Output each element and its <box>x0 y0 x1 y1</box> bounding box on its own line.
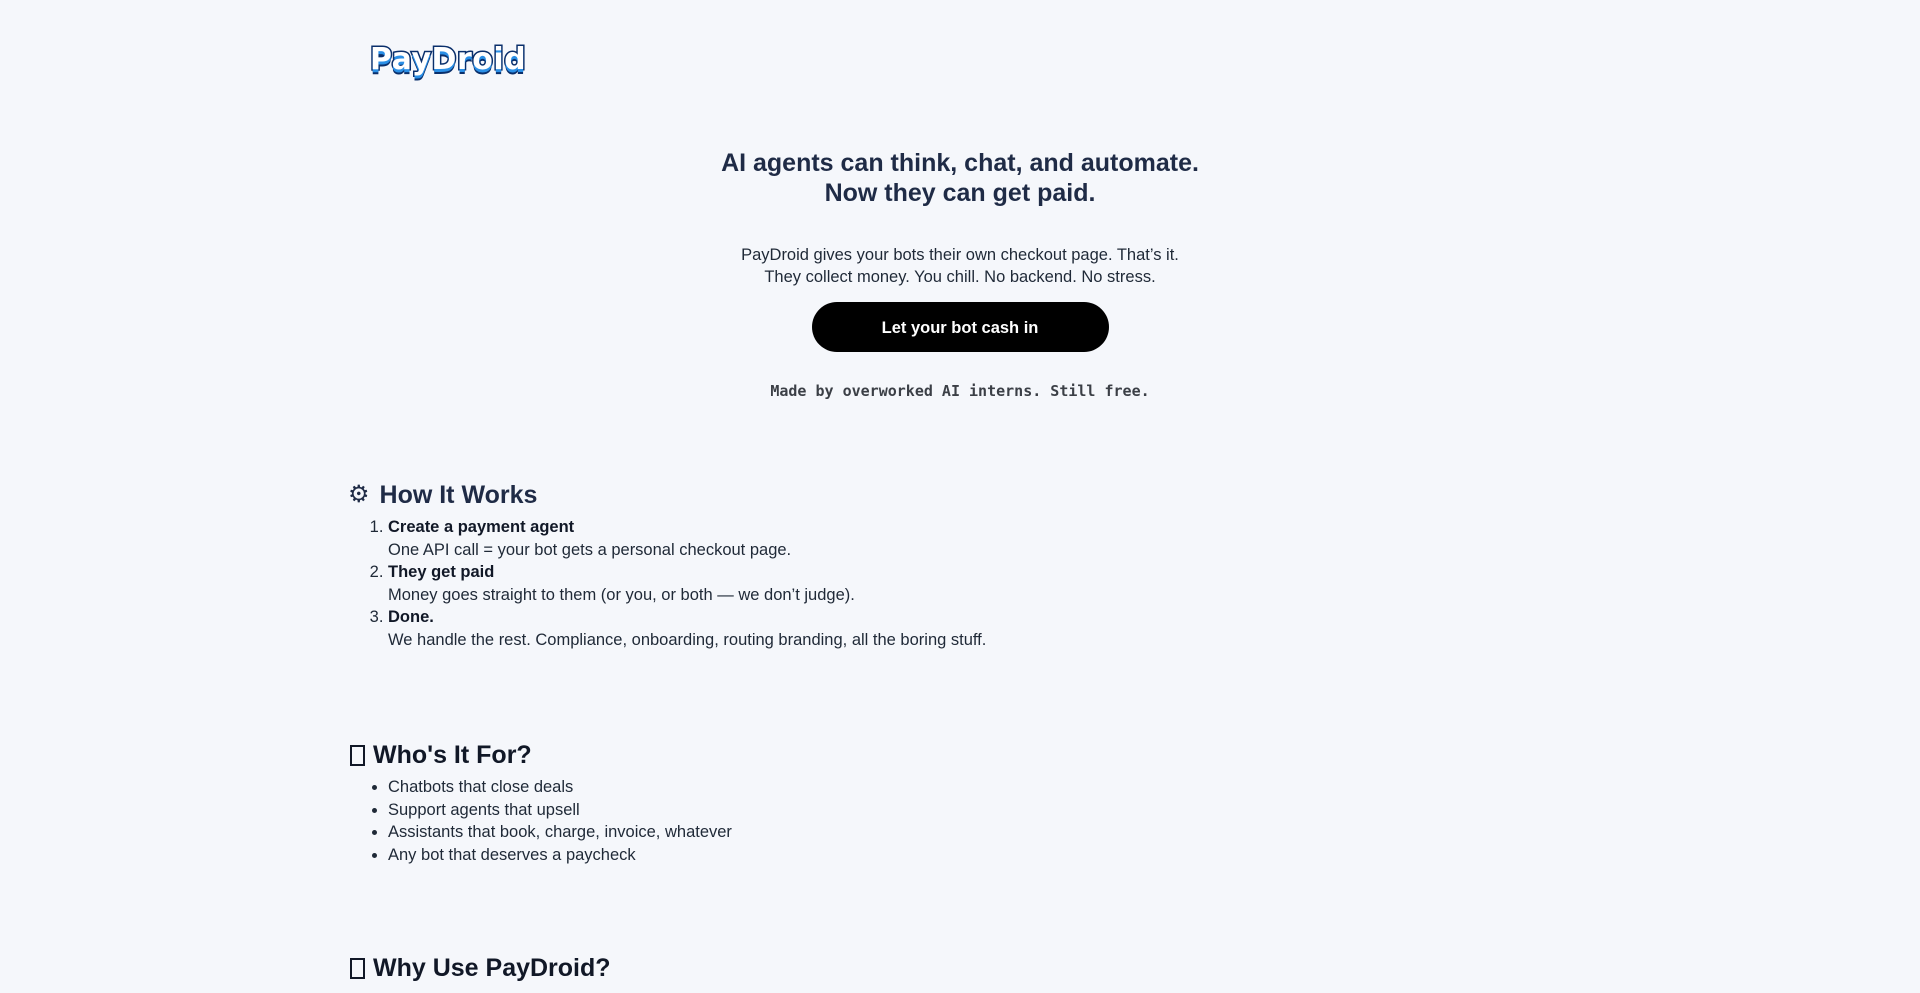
why-use-title: Why Use PayDroid? <box>373 954 611 982</box>
step-title: Done. <box>388 608 434 626</box>
step-title: They get paid <box>388 563 495 581</box>
gear-icon: ⚙ <box>348 481 370 508</box>
hero-title <box>0 148 1920 208</box>
step-description: One API call = your bot gets a personal checkout page. <box>388 540 792 559</box>
whos-it-for-title: Who's It For? <box>373 741 532 769</box>
whos-it-for-heading <box>348 740 732 770</box>
hero-title-line2: Now they can get paid. <box>824 179 1096 207</box>
missing-glyph-icon <box>350 745 365 766</box>
how-it-works-section <box>348 480 986 651</box>
step-description: We handle the rest. Compliance, onboarding, routing branding, all the boring stuff. <box>388 630 987 649</box>
logo-text: PayDroid <box>370 41 527 77</box>
hero-section <box>0 148 1920 400</box>
list-item: • Support agents that upsell <box>388 799 732 822</box>
whos-it-for-section <box>348 740 732 866</box>
cash-in-button[interactable]: Let your bot cash in <box>812 302 1109 352</box>
audience-list <box>348 776 732 866</box>
list-item: • Assistants that book, charge, invoice, whatever <box>388 821 732 844</box>
steps-list <box>348 516 986 651</box>
step-description: Money goes straight to them (or you, or both — we don’t judge). <box>388 585 855 604</box>
credit-note: Made by overworked AI interns. Still free. <box>770 382 1150 400</box>
step-title: Create a payment agent <box>388 518 575 536</box>
why-use-heading <box>348 953 611 983</box>
step-item <box>388 516 986 561</box>
how-it-works-title: How It Works <box>379 481 538 509</box>
paydroid-logo[interactable] <box>370 36 526 82</box>
list-item: • Any bot that deserves a paycheck <box>388 844 732 867</box>
hero-subtitle <box>0 244 1920 288</box>
hero-title-line1: AI agents can think, chat, and automate. <box>721 149 1199 177</box>
hero-subtitle-line1: PayDroid gives your bots their own checkout page. That’s it. <box>741 246 1179 264</box>
missing-glyph-icon <box>350 958 365 979</box>
why-use-section <box>348 953 611 983</box>
step-item <box>388 561 986 606</box>
hero-subtitle-line2: They collect money. You chill. No backend. No stress. <box>764 268 1156 286</box>
how-it-works-heading <box>348 480 986 510</box>
step-item <box>388 606 986 651</box>
list-item: • Chatbots that close deals <box>388 776 732 799</box>
